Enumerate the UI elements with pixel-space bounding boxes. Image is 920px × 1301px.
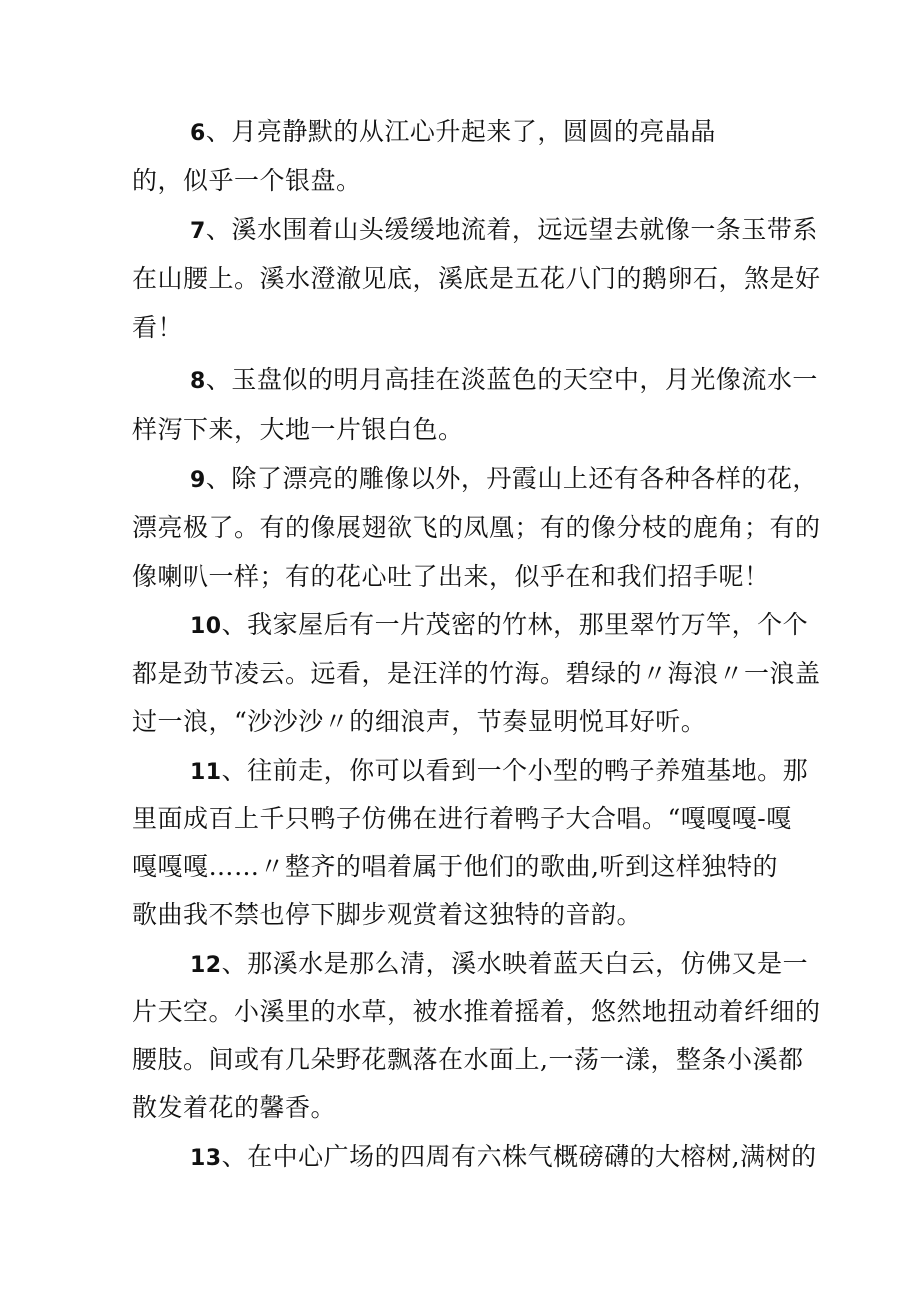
- paragraph-number: 13: [190, 1146, 222, 1171]
- paragraph-6-line-2: 的，似乎一个银盘。: [132, 166, 362, 195]
- paragraph-11-line-1: 11、往前走，你可以看到一个小型的鸭子养殖基地。那: [190, 756, 809, 785]
- paragraph-13-line-1: 13、在中心广场的四周有六株气概磅礴的大榕树,满树的: [190, 1142, 817, 1171]
- paragraph-7-line-3: 看！: [132, 313, 184, 342]
- paragraph-8-line-2: 样泻下来，大地一片银白色。: [132, 415, 464, 444]
- paragraph-7-line-1: 7、溪水围着山头缓缓地流着，远远望去就像一条玉带系: [190, 215, 818, 244]
- paragraph-11-line-2: 里面成百上千只鸭子仿佛在进行着鸭子大合唱。“嘎嘎嘎-嘎: [132, 804, 792, 833]
- paragraph-12-line-3: 腰肢。间或有几朵野花飘落在水面上,一荡一漾，整条小溪都: [132, 1045, 804, 1074]
- paragraph-10-line-1: 10、我家屋后有一片茂密的竹林，那里翠竹万竿，个个: [190, 610, 809, 639]
- paragraph-11-line-3: 嘎嘎嘎……〃整齐的唱着属于他们的歌曲,听到这样独特的: [132, 852, 778, 881]
- paragraph-10-line-3: 过一浪，“沙沙沙〃的细浪声，节奏显明悦耳好听。: [132, 707, 707, 736]
- paragraph-number: 10: [190, 614, 222, 639]
- paragraph-11-line-4: 歌曲我不禁也停下脚步观赏着这独特的音韵。: [132, 900, 643, 929]
- paragraph-10-line-2: 都是劲节凌云。远看，是汪洋的竹海。碧绿的〃海浪〃一浪盖: [132, 659, 821, 688]
- paragraph-number: 11: [190, 760, 222, 785]
- paragraph-number: 8: [190, 369, 206, 394]
- paragraph-number: 12: [190, 953, 222, 978]
- paragraph-12-line-1: 12、那溪水是那么清，溪水映着蓝天白云，仿佛又是一: [190, 949, 809, 978]
- paragraph-9-line-3: 像喇叭一样；有的花心吐了出来，似乎在和我们招手呢！: [132, 562, 770, 591]
- paragraph-number: 9: [190, 468, 206, 493]
- paragraph-6-line-1: 6、月亮静默的从江心升起来了，圆圆的亮晶晶: [190, 117, 716, 146]
- paragraph-12-line-2: 片天空。小溪里的水草，被水推着摇着，悠然地扭动着纤细的: [132, 997, 821, 1026]
- paragraph-8-line-1: 8、玉盘似的明月高挂在淡蓝色的天空中，月光像流水一: [190, 365, 818, 394]
- paragraph-number: 7: [190, 219, 206, 244]
- paragraph-number: 6: [190, 121, 206, 146]
- paragraph-9-line-1: 9、除了漂亮的雕像以外，丹霞山上还有各种各样的花，: [190, 464, 818, 493]
- paragraph-12-line-4: 散发着花的馨香。: [132, 1093, 337, 1122]
- paragraph-9-line-2: 漂亮极了。有的像展翅欲飞的凤凰；有的像分枝的鹿角；有的: [132, 513, 821, 542]
- paragraph-7-line-2: 在山腰上。溪水澄澈见底，溪底是五花八门的鹅卵石，煞是好: [132, 264, 821, 293]
